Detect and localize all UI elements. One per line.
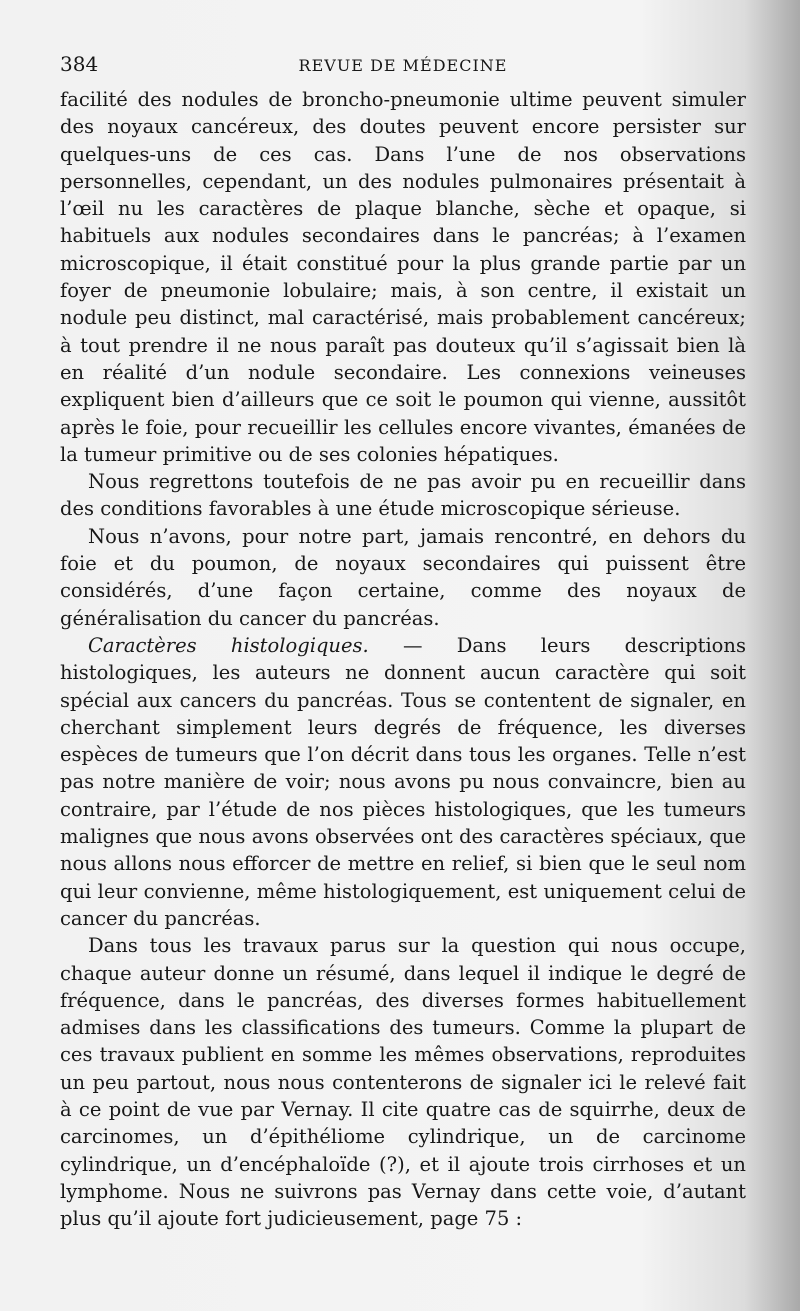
paragraph: facilité des nodules de broncho-pneumonie ultime peuvent simuler des noyaux cancéreux, des doutes peuvent encore persister sur quelques-uns de ces cas. Dans l’une de nos observations personnelles, cependant, un des nodules pulmonaires présentait à l’œil nu les caractères de plaque blanche, sèche et opaque, si habituels aux nodules secondaires dans le pancréas; à l’examen microscopique, il était constitué pour la plus grande partie par un foyer de pneumonie lobulaire; mais, à son centre, il existait un nodule peu distinct, mal caractérisé, mais probablement cancéreux; à tout prendre il ne nous paraît pas douteux qu’il s’agissait bien là en réalité d’un nodule secondaire. Les connexions veineuses expliquent bien d’ailleurs que ce soit le poumon qui vienne, aussitôt après le foie, pour recueillir les cellules encore vivantes, émanées de la tumeur primitive ou de ses colonies hépatiques. bbox=[60, 88, 746, 466]
document-page bbox=[60, 52, 746, 1232]
paragraph-text: — Dans leurs descriptions histologiques, les auteurs ne donnent aucun caractère qui soit spécial aux cancers du pancréas. Tous se contentent de signaler, en cherchant simplement leurs degrés de fréquence, les diverses espèces de tumeurs que l’on décrit dans tous les organes. Telle n’est pas notre manière de voir; nous avons pu nous convaincre, bien au contraire, par l’étude de nos pièces histologiques, que les tumeurs malignes que nous avons observées ont des caractères spéciaux, que nous allons nous efforcer de mettre en relief, si bien que le seul nom qui leur convienne, même histologiquement, est uniquement celui de cancer du pancréas. bbox=[60, 633, 746, 930]
body-text bbox=[60, 86, 746, 1232]
page-number: 384 bbox=[60, 52, 99, 76]
section-heading: Caractères histologiques. bbox=[88, 633, 369, 657]
paragraph: Nous n’avons, pour notre part, jamais rencontré, en dehors du foie et du poumon, de noyaux secondaires qui puissent être considérés, d’une façon certaine, comme des noyaux de généralisation du cancer du pancréas. bbox=[60, 524, 746, 630]
running-title: REVUE DE MÉDECINE bbox=[298, 56, 508, 75]
paragraph bbox=[60, 632, 746, 932]
paragraph: Dans tous les travaux parus sur la question qui nous occupe, chaque auteur donne un résumé, dans lequel il indique le degré de fréquence, dans le pancréas, des diverses formes habituellement admises dans les classifications des tumeurs. Comme la plupart de ces travaux publient en somme les mêmes observations, reproduites un peu partout, nous nous contenterons de signaler ici le relevé fait à ce point de vue par Vernay. Il cite quatre cas de squirrhe, deux de carcinomes, un d’épithéliome cylindrique, un de carcinome cylindrique, un d’encéphaloïde (?), et il ajoute trois cirrhoses et un lymphome. Nous ne suivrons pas Vernay dans cette voie, d’autant plus qu’il ajoute fort judicieusement, page 75 : bbox=[60, 934, 746, 1231]
page-header bbox=[60, 52, 746, 86]
paragraph: Nous regrettons toutefois de ne pas avoir pu en recueillir dans des conditions favorables à une étude microscopique sérieuse. bbox=[60, 470, 746, 521]
